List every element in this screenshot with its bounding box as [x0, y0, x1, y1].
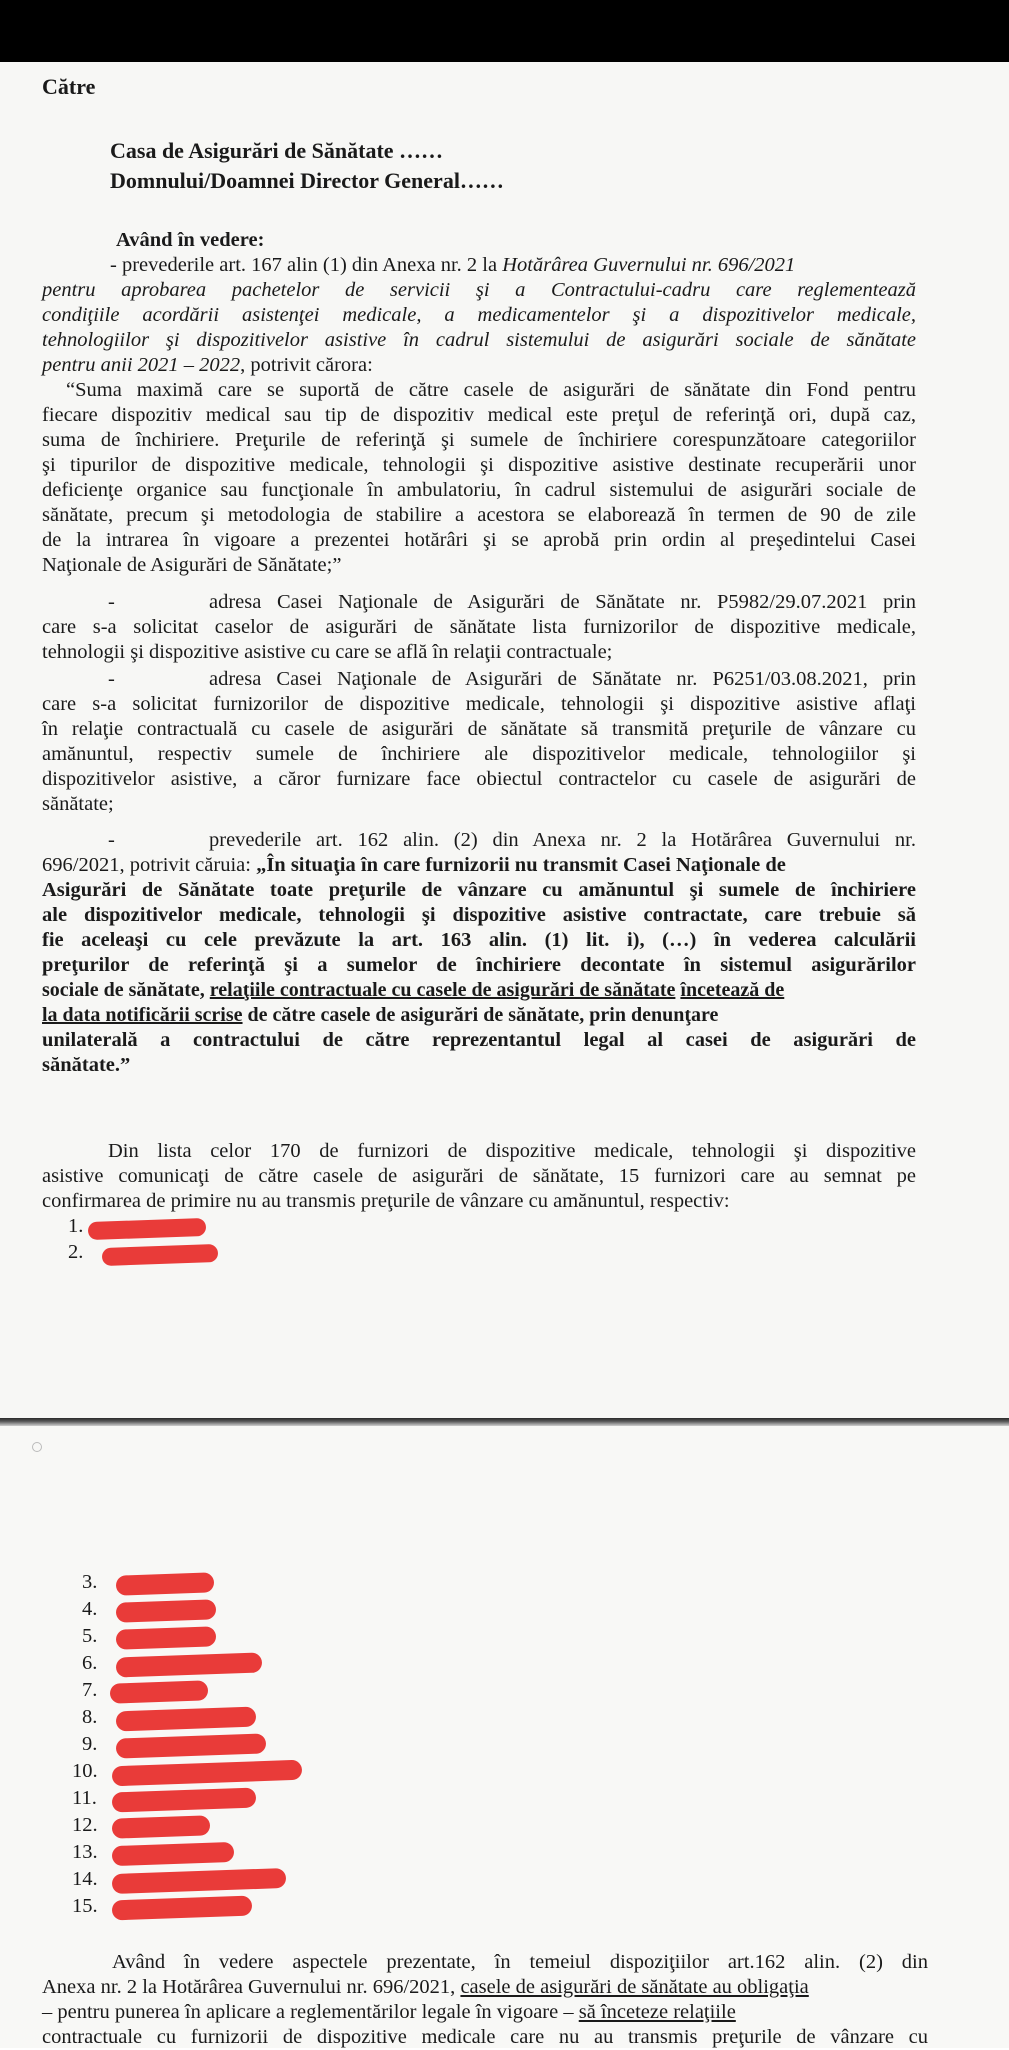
list-item-number: 11. [72, 1787, 97, 1809]
p4-line-2: 696/2021, potrivit căruia: „În situaţia în care furnizorii nu transmit Casei Naţionale de [42, 854, 786, 876]
p2-line-3: tehnologii şi dispozitive asistive cu care se află în relaţii contractuale; [42, 641, 613, 663]
list-item-number: 14. [72, 1868, 98, 1890]
p4-line-9: unilaterală a contractului de către reprezentantul legal al casei de asigurări de [42, 1029, 916, 1051]
list-item-number: 15. [72, 1895, 98, 1917]
p4-line-6: preţurilor de referinţă şi a sumelor de închiriere decontate în sistemul asigurărilor [42, 954, 916, 976]
to-label: Către [42, 74, 96, 99]
p3-line-4: amănuntul, respectiv sumele de închiriere ale dispozitivelor medicale, tehnologiilor şi [42, 743, 916, 765]
list-item-number: 8. [82, 1706, 98, 1728]
quote-line-8: Naţionale de Asigurări de Sănătate;” [42, 554, 342, 576]
p2-line-1: adresa Casei Naţionale de Asigurări de Sănătate nr. P5982/29.07.2021 prin [209, 591, 916, 613]
page-separator [0, 1418, 1009, 1426]
scan-speck [32, 1442, 42, 1452]
p1-line-1: - prevederile art. 167 alin (1) din Anexa nr. 2 la Hotărârea Guvernului nr. 696/2021 [110, 254, 796, 276]
list-item-number: 12. [72, 1814, 98, 1836]
top-black-bar [0, 0, 1009, 62]
list-item-number: 6. [82, 1652, 98, 1674]
p6-line-4: contractuale cu furnizorii de dispozitive medicale care nu au transmis preţurile de vânzare cu [42, 2026, 928, 2048]
bullet-dash: - [108, 829, 115, 851]
quote-line-3: suma de închiriere. Preţurile de referinţă şi sumele de închiriere corespunzătoare categoriilor [42, 429, 916, 451]
p3-line-1: adresa Casei Naţionale de Asigurări de Sănătate nr. P6251/03.08.2021, prin [209, 668, 916, 690]
list-item-number: 9. [82, 1733, 98, 1755]
intro-label: Având în vedere: [116, 229, 265, 251]
p6-line-2: Anexa nr. 2 la Hotărârea Guvernului nr. 696/2021, casele de asigurări de sănătate au obligaţia [42, 1976, 809, 1998]
p4-line-1: prevederile art. 162 alin. (2) din Anexa nr. 2 la Hotărârea Guvernului nr. [209, 829, 916, 851]
addressee-line-2: Domnului/Doamnei Director General…… [110, 168, 504, 193]
list-item-number: 2. [68, 1241, 84, 1263]
p5-line-3: confirmarea de primire nu au transmis preţurile de vânzare cu amănuntul, respectiv: [42, 1190, 730, 1212]
quote-line-6: sănătate, precum şi metodologia de stabilire a acestora se elaborează în termen de 90 de zile [42, 504, 916, 526]
redaction-mark [116, 1599, 217, 1622]
list-item-number: 5. [82, 1625, 98, 1647]
list-item-number: 7. [82, 1679, 98, 1701]
p1-line-3: condiţiile acordării asistenţei medicale, a medicamentelor şi a dispozitivelor medicale, [42, 304, 916, 326]
p4-line-8: la data notificării scrise de către casele de asigurări de sănătate, prin denunţare [42, 1004, 719, 1026]
quote-line-4: şi tipurilor de dispozitive medicale, tehnologii şi dispozitive asistive destinate recuperării unor [42, 454, 916, 476]
list-item-number: 10. [72, 1760, 98, 1782]
p3-line-6: sănătate; [42, 793, 114, 815]
redaction-mark [112, 1842, 235, 1866]
p3-line-5: dispozitivelor asistive, a căror furnizare face obiectul contractelor cu casele de asigurări de [42, 768, 916, 790]
quote-line-2: fiecare dispozitiv medical sau tip de dispozitiv medical este preţul de referinţă ori, după caz, [42, 404, 916, 426]
p6-line-1: Având în vedere aspectele prezentate, în temeiul dispoziţiilor art.162 alin. (2) din [112, 1951, 928, 1973]
p4-line-5: fie aceleaşi cu cele prevăzute la art. 163 alin. (1) lit. i), (…) în vederea calculării [42, 929, 916, 951]
redaction-mark [112, 1815, 211, 1838]
redaction-mark [116, 1572, 215, 1595]
p2-line-2: care s-a solicitat caselor de asigurări de sănătate lista furnizorilor de dispozitive medicale, [42, 616, 916, 638]
list-item-number: 1. [68, 1215, 84, 1237]
quote-line-5: deficienţe organice sau funcţionale în ambulatoriu, în cadrul sistemului de asigurări sociale de [42, 479, 916, 501]
redaction-mark [116, 1626, 217, 1649]
p5-line-2: asistive comunicaţi de către casele de asigurări de sănătate, 15 furnizori care au semnat pe [42, 1165, 916, 1187]
p1-line-2: pentru aprobarea pachetelor de servicii şi a Contractului-cadru care reglementează [42, 279, 916, 301]
list-item-number: 13. [72, 1841, 98, 1863]
bullet-dash: - [108, 591, 115, 613]
p4-line-10: sănătate.” [42, 1054, 131, 1076]
p1-line-4: tehnologiilor şi dispozitivelor asistive în cadrul sistemului de asigurări sociale de sănătate [42, 329, 916, 351]
list-item-number: 4. [82, 1598, 98, 1620]
p4-line-3: Asigurări de Sănătate toate preţurile de vânzare cu amănuntul şi sumele de închiriere [42, 879, 916, 901]
p1-line-5: pentru anii 2021 – 2022, potrivit cărora: [42, 354, 373, 376]
p3-line-3: în relaţie contractuală cu casele de asigurări de sănătate să transmită preţurile de vânzare cu [42, 718, 916, 740]
p5-line-1: Din lista celor 170 de furnizori de dispozitive medicale, tehnologii şi dispozitive [108, 1140, 916, 1162]
bullet-dash: - [108, 668, 115, 690]
p4-line-7: sociale de sănătate, relaţiile contractuale cu casele de asigurări de sănătate încetează de [42, 979, 785, 1001]
p3-line-2: care s-a solicitat furnizorilor de dispozitive medicale, tehnologii şi dispozitive asistive aflaţi [42, 693, 916, 715]
list-item-number: 3. [82, 1571, 98, 1593]
p6-line-3: – pentru punerea în aplicare a reglementărilor legale în vigoare – să înceteze relaţiile [42, 2001, 736, 2023]
p4-line-4: ale dispozitivelor medicale, tehnologii şi dispozitive asistive contractate, care trebuie să [42, 904, 916, 926]
redaction-mark [110, 1680, 209, 1703]
quote-line-7: de la intrarea în vigoare a prezentei hotărâri şi se aprobă prin ordin al preşedintelui Casei [42, 529, 916, 551]
addressee-line-1: Casa de Asigurări de Sănătate …… [110, 138, 444, 163]
quote-line-1: “Suma maximă care se suportă de către casele de asigurări de sănătate din Fond pentru [66, 379, 916, 401]
